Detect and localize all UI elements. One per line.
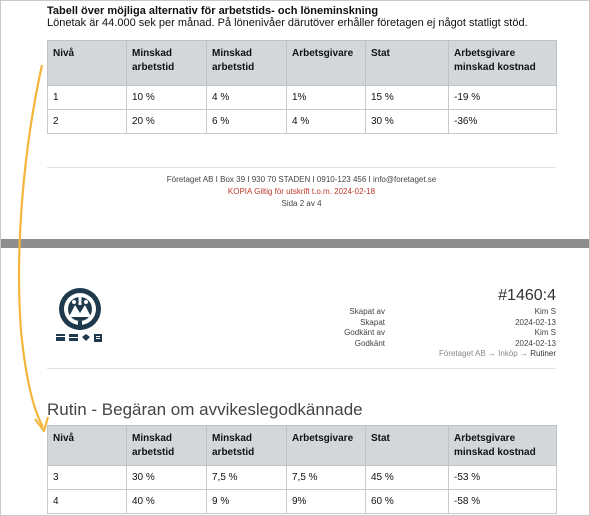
table-cell: 10 % xyxy=(127,86,207,110)
meta-value: Kim S xyxy=(534,307,556,316)
page1-title: Tabell över möjliga alternativ för arbetstids- och löneminskning xyxy=(47,5,379,17)
table-cell: 20 % xyxy=(127,110,207,134)
column-header: Arbetsgivare minskad kostnad xyxy=(449,41,557,86)
column-header: Nivå xyxy=(48,426,127,466)
table-cell: 4 % xyxy=(207,86,287,110)
meta-value: Kim S xyxy=(534,328,556,337)
document-title: Rutin - Begäran om avvikeslegodkännade xyxy=(47,400,363,419)
table-cell: 4 % xyxy=(287,110,366,134)
footer-page-number: Sida 2 av 4 xyxy=(281,199,322,208)
meta-value: 2024-02-13 xyxy=(515,317,556,327)
table-cell: 4 xyxy=(48,490,127,514)
breadcrumb-item[interactable]: Inköp xyxy=(498,349,518,358)
table-cell: 9 % xyxy=(207,490,287,514)
column-header: Arbetsgivare xyxy=(287,426,366,466)
breadcrumb-separator: → xyxy=(519,349,528,358)
table-cell: 3 xyxy=(48,466,127,490)
table-cell: -58 % xyxy=(449,490,557,514)
meta-label: Skapat xyxy=(360,317,385,327)
table-cell: 45 % xyxy=(366,466,449,490)
table-cell: 30 % xyxy=(366,110,449,134)
meta-label: Godkänt xyxy=(354,338,385,348)
footer-company: Företaget AB I Box 39 I 930 70 STADEN I 0910-123 456 I info@foretaget.se xyxy=(166,175,437,184)
breadcrumb-current: Rutiner xyxy=(530,349,556,358)
table-cell: 9% xyxy=(287,490,366,514)
table-cell: 7,5 % xyxy=(287,466,366,490)
table-cell: 6 % xyxy=(207,110,287,134)
breadcrumb-item[interactable]: Företaget AB xyxy=(438,349,486,358)
meta-label: Skapat av xyxy=(349,307,385,316)
table-cell: 1 xyxy=(48,86,127,110)
meta-value: 2024-02-13 xyxy=(515,338,556,348)
table-cell: 2 xyxy=(48,110,127,134)
column-header: Arbetsgivare xyxy=(287,41,366,86)
column-header: Stat xyxy=(366,426,449,466)
table-cell: -53 % xyxy=(449,466,557,490)
column-header: Minskad arbetstid xyxy=(207,426,287,466)
table-cell: 30 % xyxy=(127,466,207,490)
column-header: Stat xyxy=(366,41,449,86)
table-cell: 15 % xyxy=(366,86,449,110)
table-cell: 40 % xyxy=(127,490,207,514)
table-cell: -36% xyxy=(449,110,557,134)
footer-copy-notice: KOPIA Giltig för utskrift t.o.m. 2024-02-18 xyxy=(227,187,376,196)
breadcrumb-separator: → xyxy=(487,349,496,358)
table-cell: 1% xyxy=(287,86,366,110)
table-cell: 60 % xyxy=(366,490,449,514)
column-header: Minskad arbetstid xyxy=(127,426,207,466)
column-header: Minskad arbetstid xyxy=(207,41,287,86)
table-cell: 7,5 % xyxy=(207,466,287,490)
flow-arrow-icon xyxy=(1,1,590,516)
table-cell: -19 % xyxy=(449,86,557,110)
meta-label: Godkänt av xyxy=(344,328,385,337)
column-header: Minskad arbetstid xyxy=(127,41,207,86)
column-header: Arbetsgivare minskad kostnad xyxy=(449,426,557,466)
column-header: Nivå xyxy=(48,41,127,86)
document-number: #1460:4 xyxy=(498,287,556,304)
page1-subtitle: Lönetak är 44.000 sek per månad. På lönenivåer därutöver erhåller företagen ej något statligt stöd. xyxy=(47,17,528,29)
